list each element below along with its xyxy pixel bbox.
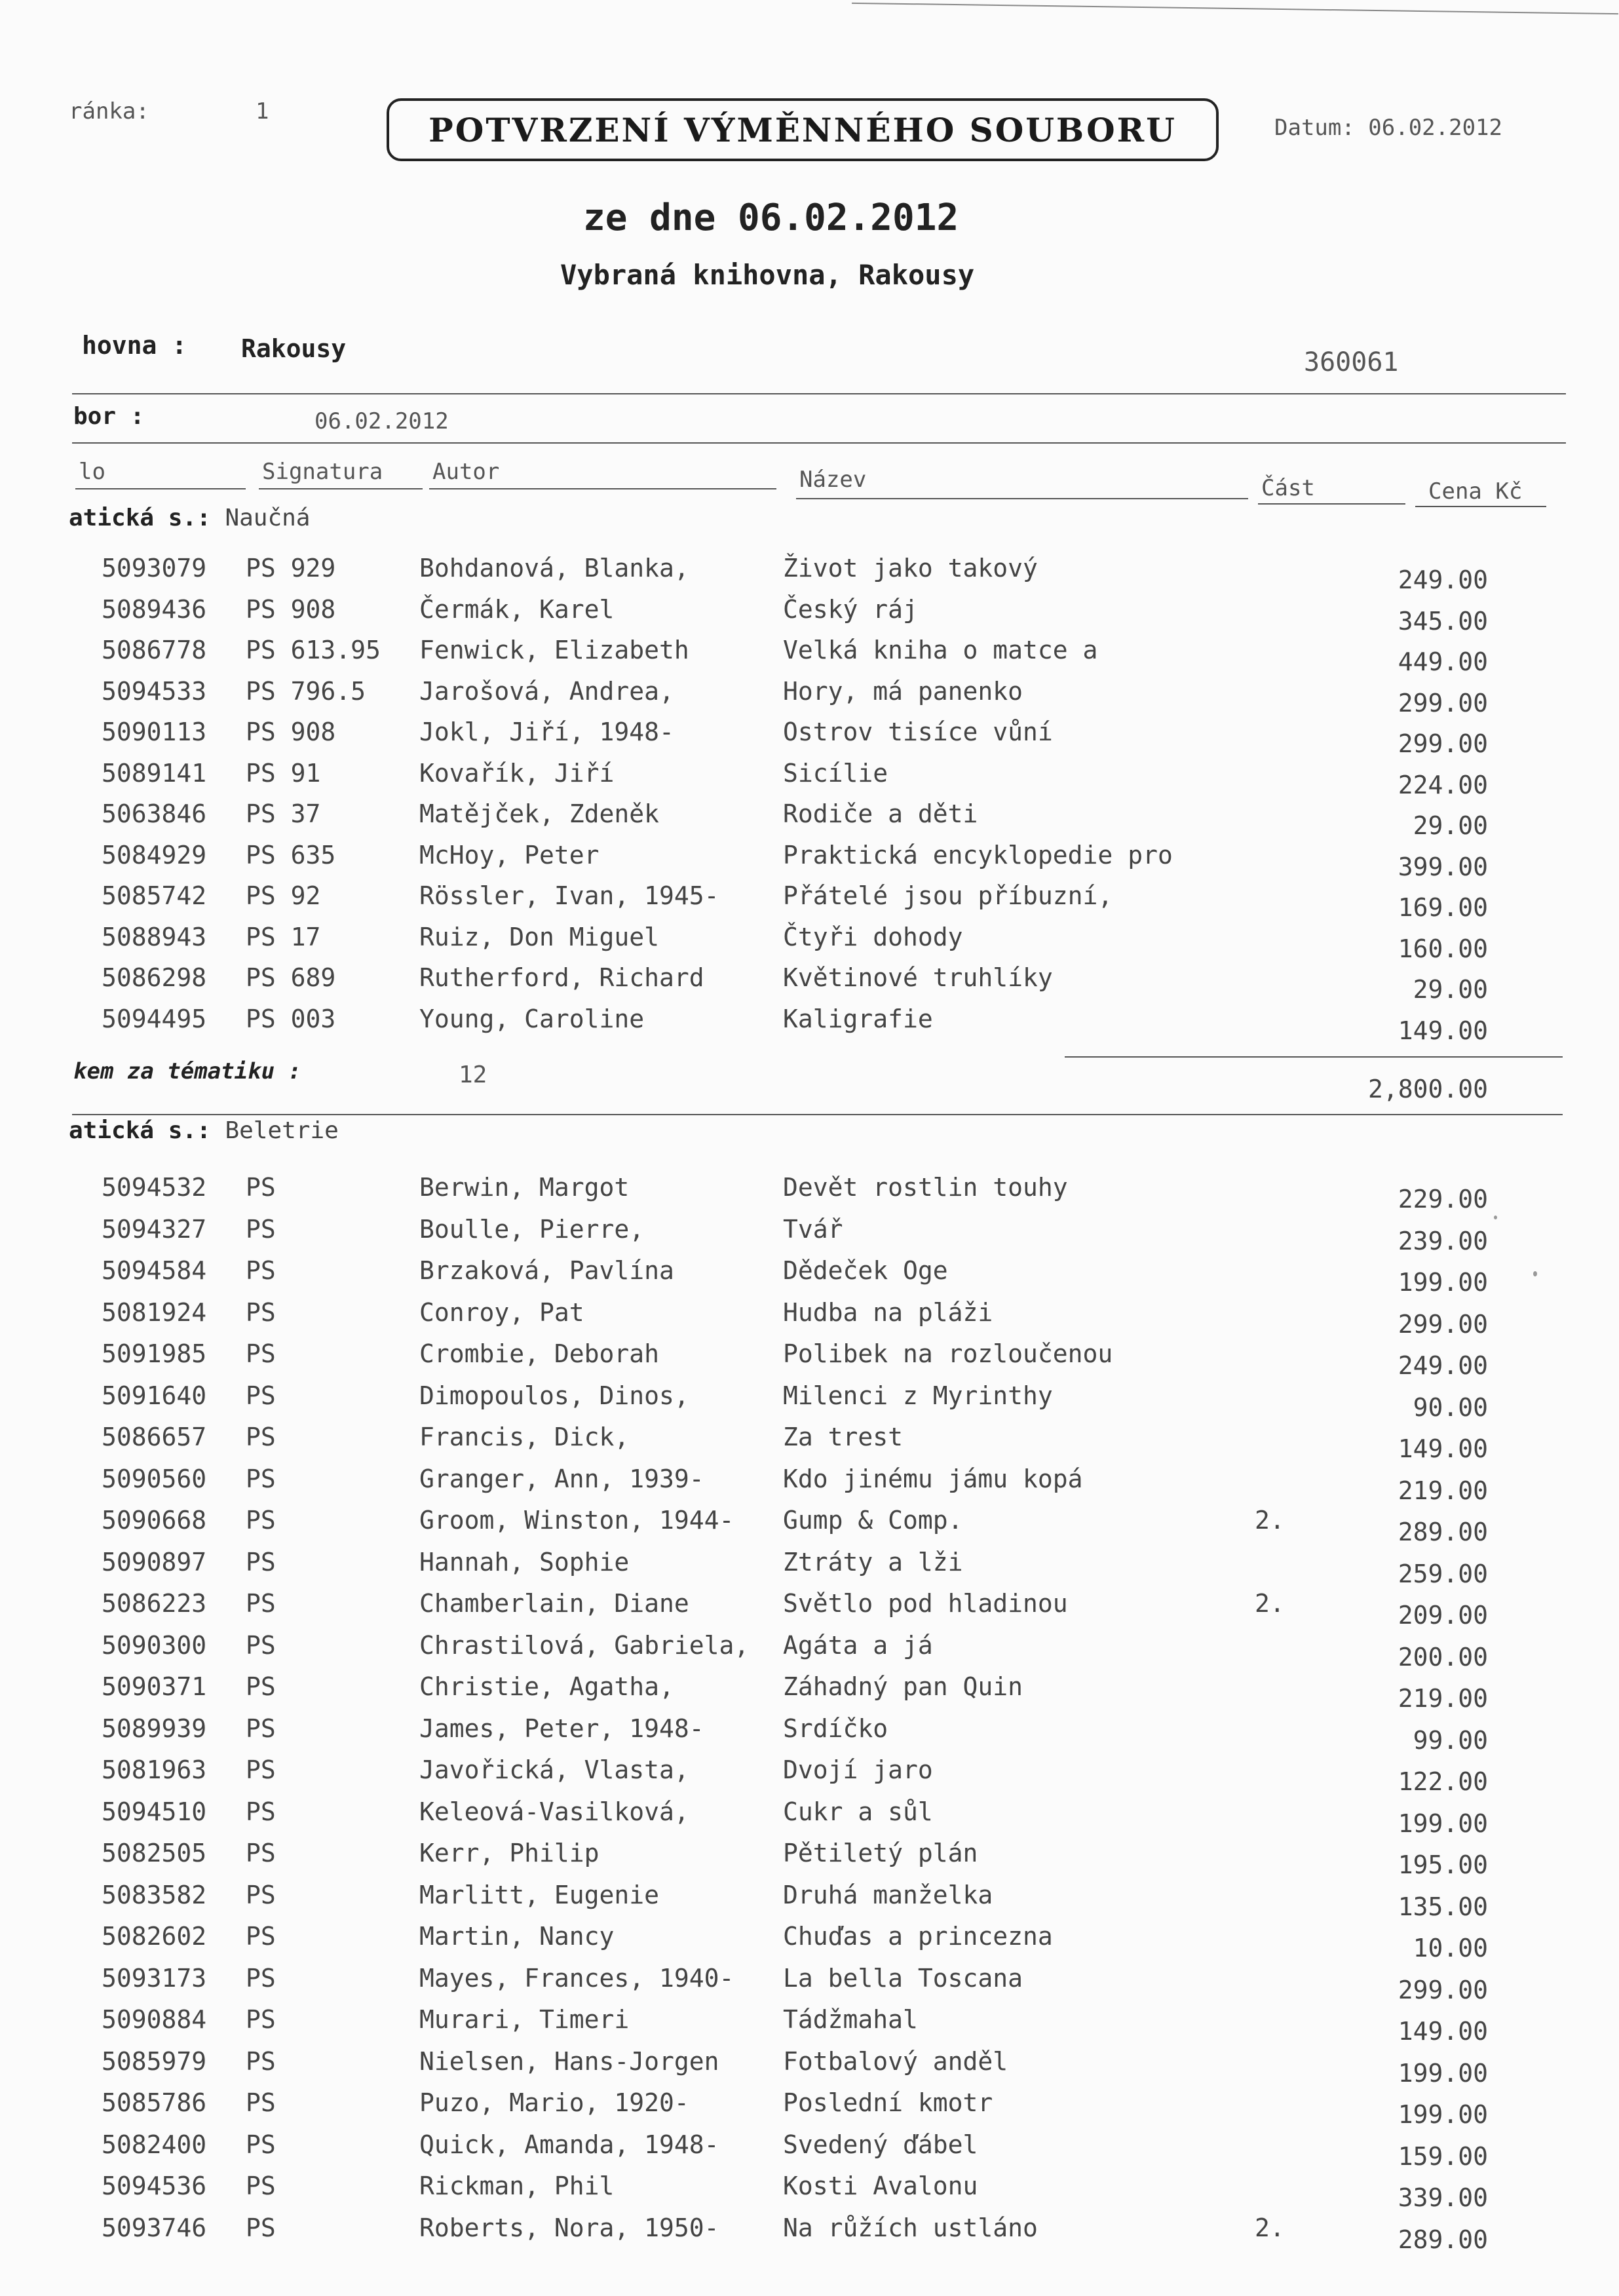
table-row xyxy=(0,799,1619,840)
book-id: 5085786 xyxy=(102,2088,207,2117)
book-title: Záhadný pan Quin xyxy=(783,1672,1023,1701)
price: 90.00 xyxy=(1413,1392,1488,1422)
book-title: Polibek na rozloučenou xyxy=(783,1339,1113,1368)
scan-edge xyxy=(852,3,1618,14)
author: Kovařík, Jiří xyxy=(419,758,615,788)
book-id: 5086298 xyxy=(102,963,207,992)
library-value: Rakousy xyxy=(241,334,347,363)
price: 289.00 xyxy=(1398,2225,1488,2254)
book-title: Svedený ďábel xyxy=(783,2130,978,2159)
price: 209.00 xyxy=(1398,1601,1488,1630)
subtitle-date: ze dne 06.02.2012 xyxy=(583,197,959,239)
signatura: PS 92 xyxy=(246,881,321,910)
author: Fenwick, Elizabeth xyxy=(419,636,689,664)
book-title: Dvojí jaro xyxy=(783,1755,933,1784)
divider xyxy=(72,393,1566,394)
table-row xyxy=(0,1589,1619,1630)
price: 299.00 xyxy=(1398,1975,1488,2004)
book-id: 5085979 xyxy=(102,2046,207,2076)
book-id: 5094584 xyxy=(102,1256,207,1285)
author: Martin, Nancy xyxy=(419,1922,615,1951)
price: 199.00 xyxy=(1398,2058,1488,2088)
author: Jokl, Jiří, 1948- xyxy=(419,718,674,746)
author: Chamberlain, Diane xyxy=(419,1589,689,1618)
book-id: 5090884 xyxy=(102,2005,207,2034)
page-number: 1 xyxy=(256,98,269,124)
author: Chrastilová, Gabriela, xyxy=(419,1630,750,1660)
soubor-label: bor : xyxy=(73,403,145,430)
table-row xyxy=(0,759,1619,799)
table-row xyxy=(0,1797,1619,1838)
price: 299.00 xyxy=(1398,729,1488,758)
book-title: Devět rostlin touhy xyxy=(783,1173,1068,1202)
price: 239.00 xyxy=(1398,1226,1488,1255)
table-row xyxy=(0,718,1619,758)
book-title: Kdo jinému jámu kopá xyxy=(783,1464,1083,1493)
book-id: 5082602 xyxy=(102,1922,207,1951)
col-cast: Část xyxy=(1261,475,1315,501)
table-row xyxy=(0,595,1619,636)
table-row xyxy=(0,1631,1619,1672)
book-id: 5086223 xyxy=(102,1589,207,1618)
book-title: Fotbalový anděl xyxy=(783,2046,1008,2076)
book-id: 5091985 xyxy=(102,1339,207,1368)
signatura: PS xyxy=(246,1214,276,1244)
book-id: 5093746 xyxy=(102,2213,207,2242)
table-row xyxy=(0,881,1619,922)
col-underline xyxy=(796,498,1248,499)
col-nazev: Název xyxy=(799,467,867,493)
author: Bohdanová, Blanka, xyxy=(419,554,689,583)
price: 195.00 xyxy=(1398,1850,1488,1879)
signatura: PS 613.95 xyxy=(246,636,381,664)
book-id: 5094533 xyxy=(102,676,207,706)
price: 224.00 xyxy=(1398,770,1488,799)
table-row xyxy=(0,677,1619,718)
price: 339.00 xyxy=(1398,2183,1488,2212)
book-id: 5089939 xyxy=(102,1713,207,1743)
author: Groom, Winston, 1944- xyxy=(419,1506,734,1535)
book-title: Milenci z Myrinthy xyxy=(783,1381,1053,1410)
signatura: PS xyxy=(246,1963,276,1993)
signatura: PS xyxy=(246,1173,276,1202)
author: Dimopoulos, Dinos, xyxy=(419,1381,689,1410)
signatura: PS xyxy=(246,1339,276,1368)
subtotal-label: kem za tématiku : xyxy=(73,1058,301,1084)
book-id: 5090371 xyxy=(102,1672,207,1701)
book-title: Kaligrafie xyxy=(783,1004,933,1033)
signatura: PS xyxy=(246,1922,276,1951)
signatura: PS xyxy=(246,1755,276,1784)
book-id: 5090560 xyxy=(102,1464,207,1493)
signatura: PS 635 xyxy=(246,840,336,870)
signatura: PS xyxy=(246,2213,276,2242)
author: Roberts, Nora, 1950- xyxy=(419,2213,719,2242)
signatura: PS xyxy=(246,1297,276,1327)
author: Granger, Ann, 1939- xyxy=(419,1464,704,1493)
book-title: Čtyři dohody xyxy=(783,922,963,951)
table-row xyxy=(0,1339,1619,1380)
signatura: PS 689 xyxy=(246,963,336,992)
book-title: Květinové truhlíky xyxy=(783,963,1053,992)
signatura: PS xyxy=(246,2088,276,2117)
price: 449.00 xyxy=(1398,647,1488,676)
book-id: 5081963 xyxy=(102,1755,207,1784)
author: Rutherford, Richard xyxy=(419,963,704,992)
author: Ruiz, Don Miguel xyxy=(419,922,660,951)
table-row xyxy=(0,2088,1619,2129)
table-row xyxy=(0,636,1619,676)
price: 29.00 xyxy=(1413,811,1488,840)
book-id: 5086778 xyxy=(102,636,207,664)
col-cislo: lo xyxy=(79,459,105,485)
table-row xyxy=(0,1839,1619,1879)
author: Boulle, Pierre, xyxy=(419,1214,645,1244)
book-id: 5084929 xyxy=(102,840,207,870)
author: Young, Caroline xyxy=(419,1004,645,1033)
book-id: 5094495 xyxy=(102,1004,207,1033)
price: 10.00 xyxy=(1413,1934,1488,1962)
page-label: ránka: xyxy=(69,98,149,124)
author: Nielsen, Hans-Jorgen xyxy=(419,2046,719,2076)
book-id: 5082400 xyxy=(102,2130,207,2159)
scan-speck xyxy=(1533,1271,1537,1276)
section-header: atická s.: Naučná xyxy=(69,505,311,531)
subtitle-library: Vybraná knihovna, Rakousy xyxy=(560,259,975,291)
book-id: 5093173 xyxy=(102,1963,207,1993)
signatura: PS xyxy=(246,1423,276,1451)
signatura: PS xyxy=(246,1797,276,1826)
book-id: 5063846 xyxy=(102,799,207,828)
author: Mayes, Frances, 1940- xyxy=(419,1963,734,1993)
col-underline xyxy=(1258,503,1405,505)
author: Rössler, Ivan, 1945- xyxy=(419,881,719,910)
book-id: 5089141 xyxy=(102,758,207,788)
price: 149.00 xyxy=(1398,2017,1488,2046)
signatura: PS xyxy=(246,1256,276,1285)
signatura: PS xyxy=(246,2130,276,2159)
book-id: 5094532 xyxy=(102,1173,207,1202)
table-row xyxy=(0,1423,1619,1463)
table-row xyxy=(0,1215,1619,1255)
col-cena: Cena Kč xyxy=(1428,478,1523,505)
book-title: Chuďas a princezna xyxy=(783,1922,1053,1951)
book-title: Sicílie xyxy=(783,758,888,788)
book-title: Přátelé jsou příbuzní, xyxy=(783,881,1113,910)
price: 219.00 xyxy=(1398,1684,1488,1713)
author: Rickman, Phil xyxy=(419,2172,615,2200)
book-id: 5081924 xyxy=(102,1297,207,1327)
price: 99.00 xyxy=(1413,1725,1488,1755)
book-id: 5091640 xyxy=(102,1381,207,1410)
table-row xyxy=(0,2172,1619,2212)
author: Javořická, Vlasta, xyxy=(419,1755,689,1784)
table-row xyxy=(0,2047,1619,2088)
book-title: Agáta a já xyxy=(783,1630,933,1660)
book-title: Tádžmahal xyxy=(783,2005,918,2034)
author: Jarošová, Andrea, xyxy=(419,676,674,706)
price: 199.00 xyxy=(1398,1268,1488,1297)
signatura: PS 908 xyxy=(246,594,336,624)
book-id: 5090897 xyxy=(102,1547,207,1577)
book-title: Na růžích ustláno xyxy=(783,2213,1038,2242)
price: 160.00 xyxy=(1398,934,1488,963)
author: Puzo, Mario, 1920- xyxy=(419,2088,689,2117)
price: 149.00 xyxy=(1398,1434,1488,1463)
scan-speck xyxy=(1494,1215,1497,1219)
table-row xyxy=(0,1464,1619,1505)
signatura: PS xyxy=(246,2046,276,2076)
signatura: PS xyxy=(246,1589,276,1618)
book-id: 5086657 xyxy=(102,1423,207,1451)
table-row xyxy=(0,1922,1619,1962)
price: 199.00 xyxy=(1398,2100,1488,2129)
signatura: PS xyxy=(246,2172,276,2200)
signatura: PS 91 xyxy=(246,758,321,788)
signatura: PS xyxy=(246,1630,276,1660)
price: 29.00 xyxy=(1413,975,1488,1004)
author: Christie, Agatha, xyxy=(419,1672,674,1701)
signatura: PS 17 xyxy=(246,922,321,951)
author: Conroy, Pat xyxy=(419,1297,584,1327)
signatura: PS xyxy=(246,1713,276,1743)
book-title: Gump & Comp. xyxy=(783,1506,963,1535)
book-title: Cukr a sůl xyxy=(783,1797,933,1826)
book-id: 5090113 xyxy=(102,718,207,746)
book-title: Poslední kmotr xyxy=(783,2088,993,2117)
price: 169.00 xyxy=(1398,893,1488,922)
table-row xyxy=(0,1256,1619,1297)
table-row xyxy=(0,963,1619,1004)
part: 2. xyxy=(1255,1506,1285,1535)
table-row xyxy=(0,1714,1619,1755)
table-row xyxy=(0,1881,1619,1921)
book-id: 5093079 xyxy=(102,554,207,583)
table-row xyxy=(0,1964,1619,2004)
price: 299.00 xyxy=(1398,1309,1488,1339)
book-id: 5090300 xyxy=(102,1630,207,1660)
book-id: 5094536 xyxy=(102,2172,207,2200)
price: 199.00 xyxy=(1398,1808,1488,1838)
table-row xyxy=(0,1381,1619,1422)
price: 159.00 xyxy=(1398,2141,1488,2171)
divider xyxy=(72,442,1566,444)
signatura: PS xyxy=(246,1464,276,1493)
book-title: Světlo pod hladinou xyxy=(783,1589,1068,1618)
part: 2. xyxy=(1255,2213,1285,2242)
book-id: 5094510 xyxy=(102,1797,207,1826)
book-title: Druhá manželka xyxy=(783,1880,993,1909)
signatura: PS xyxy=(246,1506,276,1535)
document-title: POTVRZENÍ VÝMĚNNÉHO SOUBORU xyxy=(387,98,1219,161)
author: Keleová-Vasilková, xyxy=(419,1797,689,1826)
book-title: Tvář xyxy=(783,1214,843,1244)
table-row xyxy=(0,1506,1619,1546)
price: 219.00 xyxy=(1398,1476,1488,1505)
book-title: Hudba na pláži xyxy=(783,1297,993,1327)
author: Murari, Timeri xyxy=(419,2005,630,2034)
book-title: Pětiletý plán xyxy=(783,1839,978,1867)
table-row xyxy=(0,554,1619,594)
signatura: PS xyxy=(246,2005,276,2034)
book-id: 5082505 xyxy=(102,1839,207,1867)
table-row xyxy=(0,1548,1619,1588)
divider xyxy=(72,1114,1563,1115)
book-title: Život jako takový xyxy=(783,554,1038,583)
book-title: Hory, má panenko xyxy=(783,676,1023,706)
author: Hannah, Sophie xyxy=(419,1547,630,1577)
price: 345.00 xyxy=(1398,606,1488,636)
signatura: PS 003 xyxy=(246,1004,336,1033)
library-code: 360061 xyxy=(1304,347,1399,377)
signatura: PS xyxy=(246,1672,276,1701)
book-id: 5083582 xyxy=(102,1880,207,1909)
price: 399.00 xyxy=(1398,852,1488,881)
price: 149.00 xyxy=(1398,1016,1488,1045)
author: Matějček, Zdeněk xyxy=(419,799,660,828)
author: Brzaková, Pavlína xyxy=(419,1256,674,1285)
table-row xyxy=(0,841,1619,881)
book-title: Kosti Avalonu xyxy=(783,2172,978,2200)
table-row xyxy=(0,1672,1619,1713)
book-id: 5088943 xyxy=(102,922,207,951)
table-row xyxy=(0,1173,1619,1214)
book-id: 5085742 xyxy=(102,881,207,910)
signatura: PS 37 xyxy=(246,799,321,828)
signatura: PS 796.5 xyxy=(246,676,366,706)
book-title: Český ráj xyxy=(783,594,918,624)
table-row xyxy=(0,2005,1619,2046)
table-row xyxy=(0,2213,1619,2254)
book-title: Rodiče a děti xyxy=(783,799,978,828)
price: 289.00 xyxy=(1398,1518,1488,1546)
book-title: Ostrov tisíce vůní xyxy=(783,718,1053,746)
signatura: PS xyxy=(246,1547,276,1577)
col-autor: Autor xyxy=(432,459,500,485)
price: 249.00 xyxy=(1398,1351,1488,1380)
book-title: Ztráty a lži xyxy=(783,1547,963,1577)
price: 259.00 xyxy=(1398,1559,1488,1588)
book-id: 5094327 xyxy=(102,1214,207,1244)
table-row xyxy=(0,1755,1619,1796)
col-underline xyxy=(259,488,423,489)
signatura: PS 908 xyxy=(246,718,336,746)
table-row xyxy=(0,1298,1619,1339)
section-header: atická s.: Beletrie xyxy=(69,1117,339,1144)
price: 229.00 xyxy=(1398,1185,1488,1214)
book-title: La bella Toscana xyxy=(783,1963,1023,1993)
col-underline xyxy=(1415,506,1546,507)
subtotal-count: 12 xyxy=(459,1062,487,1088)
signatura: PS xyxy=(246,1839,276,1867)
soubor-value: 06.02.2012 xyxy=(314,408,449,434)
book-title: Srdíčko xyxy=(783,1713,888,1743)
table-row xyxy=(0,1004,1619,1045)
price: 249.00 xyxy=(1398,565,1488,594)
library-label: hovna : xyxy=(82,331,187,360)
book-title: Velká kniha o matce a xyxy=(783,636,1098,664)
book-title: Za trest xyxy=(783,1423,904,1451)
book-title: Dědeček Oge xyxy=(783,1256,948,1285)
author: Marlitt, Eugenie xyxy=(419,1880,660,1909)
col-underline xyxy=(429,488,776,489)
subtotal-line xyxy=(1065,1056,1563,1058)
book-id: 5089436 xyxy=(102,594,207,624)
table-row xyxy=(0,2130,1619,2171)
author: Quick, Amanda, 1948- xyxy=(419,2130,719,2159)
author: Kerr, Philip xyxy=(419,1839,600,1867)
subtotal-sum: 2,800.00 xyxy=(1367,1075,1488,1103)
author: Berwin, Margot xyxy=(419,1173,630,1202)
author: Čermák, Karel xyxy=(419,594,615,624)
author: Crombie, Deborah xyxy=(419,1339,660,1368)
col-signatura: Signatura xyxy=(262,459,383,485)
signatura: PS xyxy=(246,1381,276,1410)
price: 299.00 xyxy=(1398,688,1488,718)
date-label: Datum: 06.02.2012 xyxy=(1274,115,1502,141)
book-title: Praktická encyklopedie pro xyxy=(783,840,1173,870)
price: 122.00 xyxy=(1398,1767,1488,1796)
author: McHoy, Peter xyxy=(419,840,600,870)
signatura: PS 929 xyxy=(246,554,336,583)
price: 200.00 xyxy=(1398,1642,1488,1672)
table-row xyxy=(0,923,1619,963)
author: James, Peter, 1948- xyxy=(419,1713,704,1743)
col-underline xyxy=(75,488,246,489)
price: 135.00 xyxy=(1398,1892,1488,1921)
book-id: 5090668 xyxy=(102,1506,207,1535)
author: Francis, Dick, xyxy=(419,1423,630,1451)
part: 2. xyxy=(1255,1589,1285,1618)
signatura: PS xyxy=(246,1880,276,1909)
